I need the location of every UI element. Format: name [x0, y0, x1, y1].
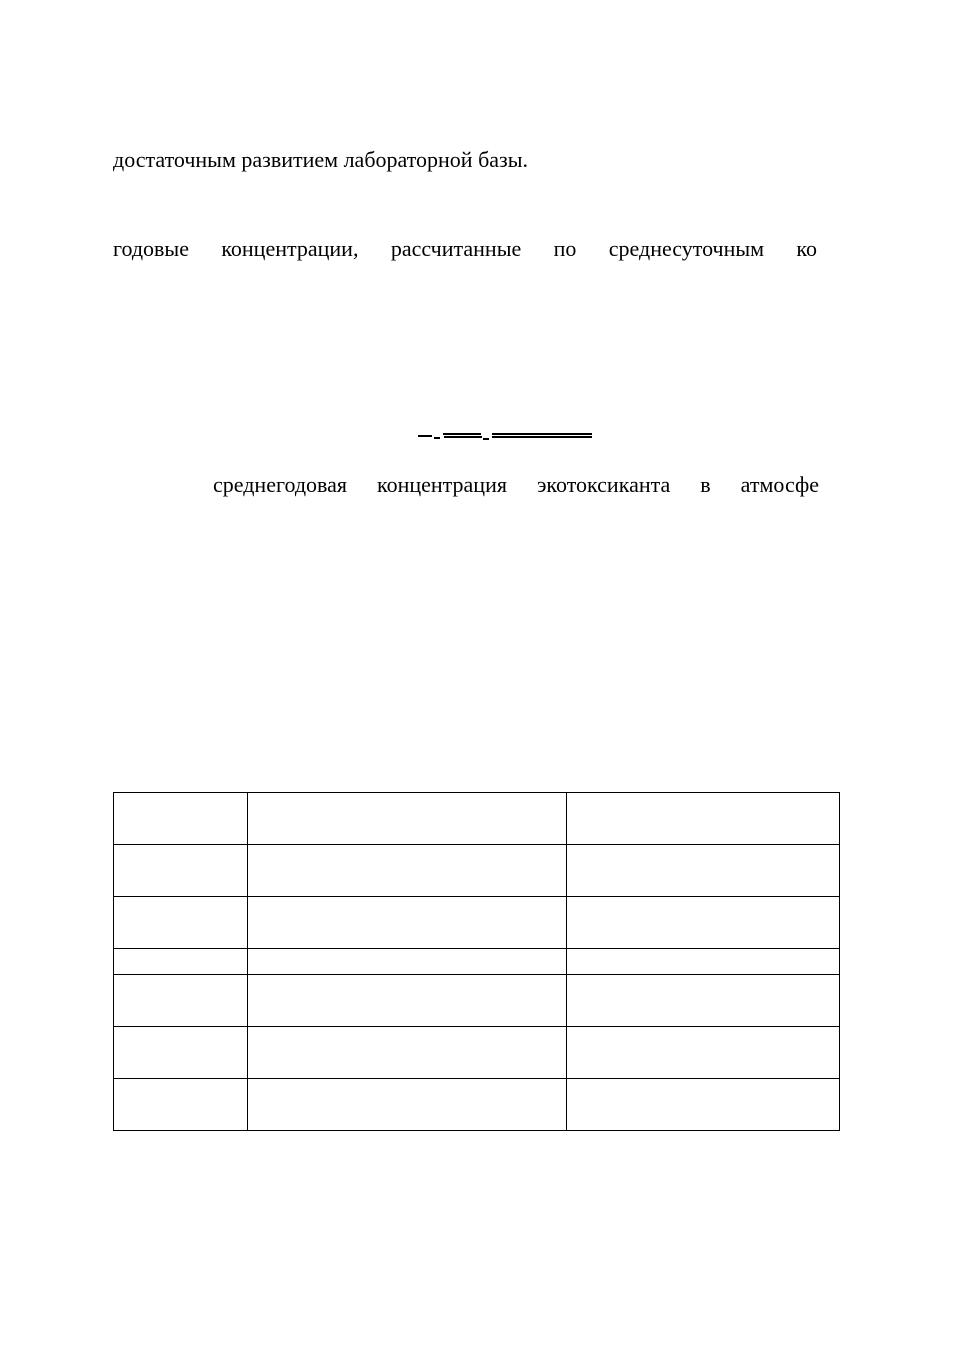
table-cell	[248, 975, 567, 1027]
formula-mark-7	[492, 436, 592, 438]
table-cell	[248, 1027, 567, 1079]
table-row	[114, 897, 840, 949]
table-cell	[567, 1079, 840, 1131]
table-cell	[248, 949, 567, 975]
table-cell	[114, 897, 248, 949]
formula-mark-4	[444, 436, 482, 438]
table-cell	[248, 845, 567, 897]
table-row	[114, 845, 840, 897]
text-line-3: среднегодовая концентрация экотоксиканта в атмосфе	[213, 472, 819, 497]
table-cell	[567, 975, 840, 1027]
table-row	[114, 1079, 840, 1131]
table-cell	[114, 1027, 248, 1079]
formula-mark-6	[492, 433, 592, 435]
table-cell	[567, 949, 840, 975]
table-cell	[248, 1079, 567, 1131]
table-row	[114, 975, 840, 1027]
table-cell	[114, 1079, 248, 1131]
table-row	[114, 1027, 840, 1079]
table-cell	[567, 897, 840, 949]
formula-mark-1	[418, 435, 432, 437]
table-cell	[248, 793, 567, 845]
formula-mark-2	[434, 437, 440, 439]
formula-fraction-bar	[416, 430, 596, 442]
table-cell	[567, 845, 840, 897]
table-cell	[114, 845, 248, 897]
table-body	[114, 793, 840, 1131]
table-cell	[114, 975, 248, 1027]
formula-mark-3	[443, 433, 481, 435]
table-cell	[114, 949, 248, 975]
table-cell	[248, 897, 567, 949]
table-row	[114, 949, 840, 975]
table-cell	[567, 1027, 840, 1079]
formula-mark-5	[483, 438, 489, 440]
table-cell	[567, 793, 840, 845]
table-row	[114, 793, 840, 845]
data-table	[113, 792, 840, 1131]
text-line-1: достаточным развитием лабораторной базы.	[113, 147, 529, 172]
text-line-2: годовые концентрации, рассчитанные по среднесуточным ко	[113, 236, 817, 261]
table-cell	[114, 793, 248, 845]
